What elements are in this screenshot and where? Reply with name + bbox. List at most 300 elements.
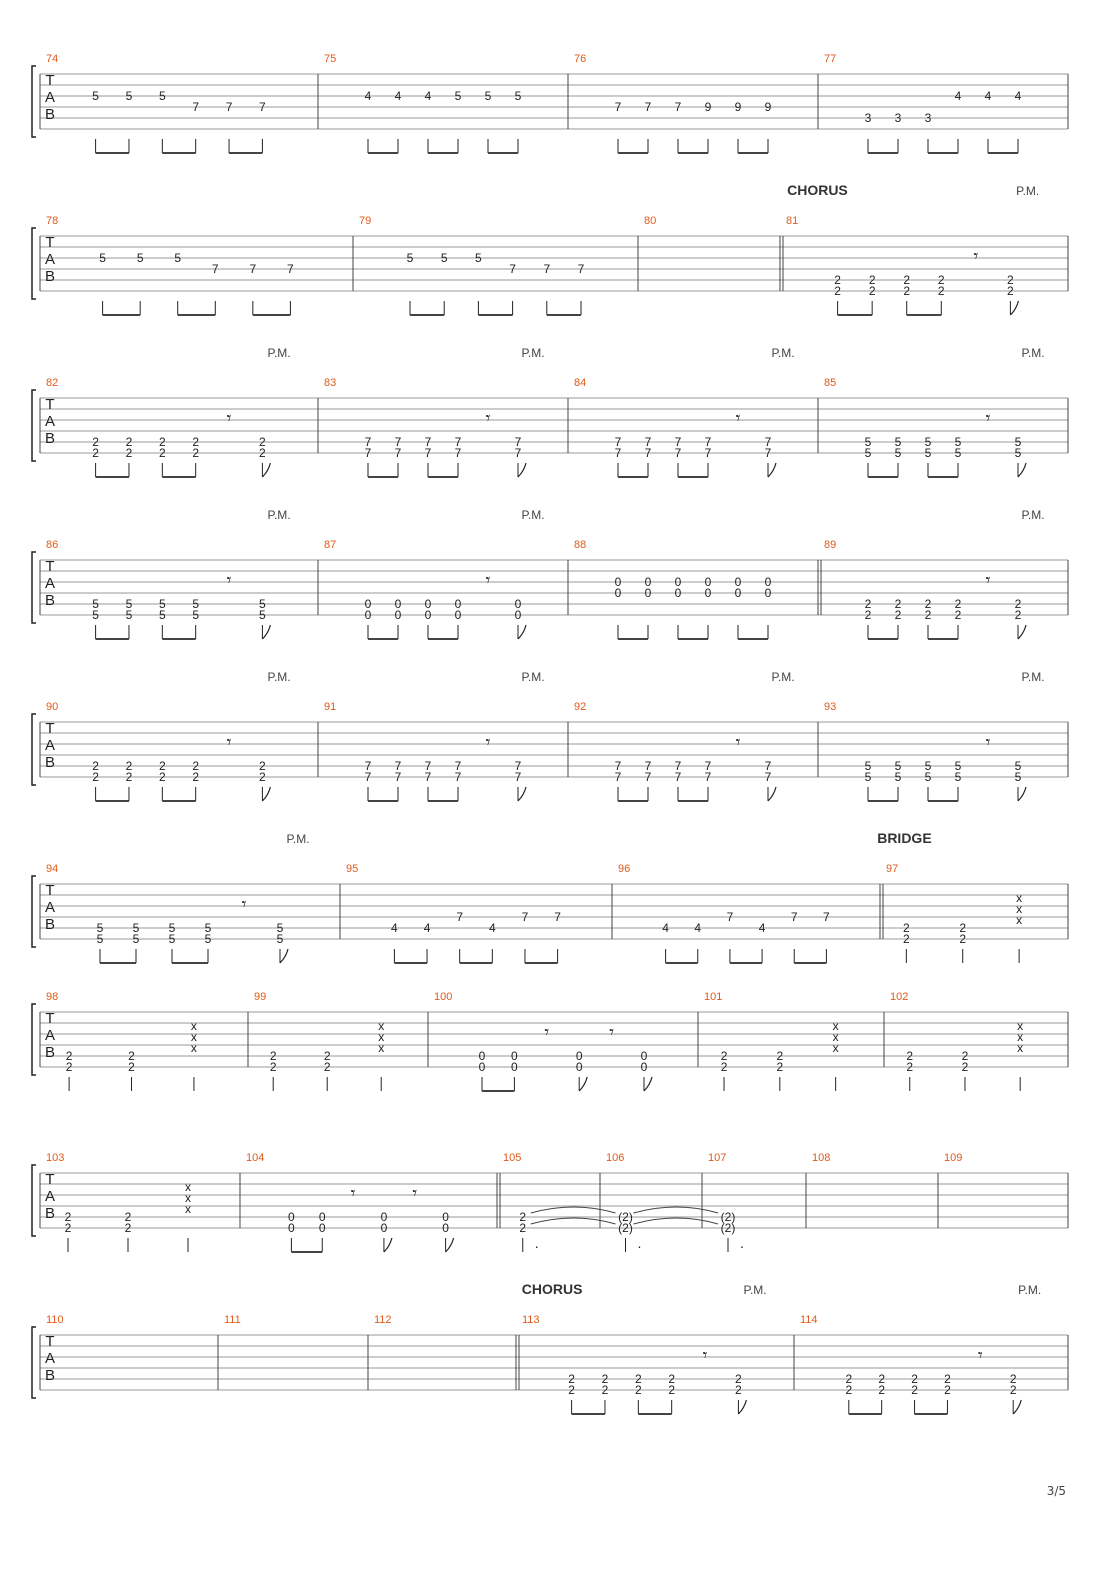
fret-number: (2) (720, 1221, 736, 1235)
fret-number: 0 (640, 1049, 648, 1063)
fret-number: 5 (125, 608, 133, 622)
fret-number: 7 (287, 262, 294, 276)
fret-number: 2 (735, 1372, 742, 1386)
fret-number: 5 (1014, 770, 1022, 784)
tab-clef-letter: T (45, 882, 55, 899)
tab-clef-letter: A (44, 1188, 56, 1205)
dead-note: x (832, 1030, 839, 1044)
eighth-rest: 𝄾 (241, 894, 247, 914)
fret-number: 2 (158, 770, 166, 784)
fret-number: 7 (614, 446, 622, 460)
fret-number: 5 (475, 251, 482, 265)
measure-number: 109 (944, 1152, 963, 1164)
tab-clef-letter: B (44, 106, 56, 123)
fret-number: 5 (954, 446, 962, 460)
system-bracket (32, 1327, 36, 1398)
fret-number: 5 (192, 597, 200, 611)
dead-note: x (378, 1030, 385, 1044)
fret-number: 2 (954, 608, 962, 622)
fret-number: 5 (864, 435, 872, 449)
fret-number: 7 (543, 262, 551, 276)
fret-number: 2 (64, 1210, 72, 1224)
fret-number: 5 (894, 770, 902, 784)
fret-number: 0 (380, 1210, 388, 1224)
fret-number: 7 (364, 446, 372, 460)
measure-number: 84 (574, 377, 587, 389)
eighth-rest: 𝄾 (973, 246, 979, 266)
fret-number: 7 (211, 262, 219, 276)
fret-number: 9 (704, 100, 712, 114)
fret-number: 7 (704, 435, 712, 449)
fret-number: 2 (944, 1383, 951, 1397)
tab-clef-letter: B (44, 1205, 56, 1222)
system-bracket (32, 66, 36, 137)
fret-number: 5 (92, 608, 99, 622)
flag (518, 787, 526, 801)
tab-clef-letter: A (44, 575, 56, 592)
measure-number: 97 (886, 863, 899, 875)
fret-number: 2 (845, 1383, 853, 1397)
fret-number: 2 (902, 932, 910, 946)
fret-number: 7 (521, 910, 529, 924)
flag (384, 1238, 392, 1252)
dead-note: x (185, 1202, 191, 1216)
fret-number: 7 (644, 435, 652, 449)
measure-number: 99 (254, 991, 267, 1003)
fret-number: 5 (864, 759, 872, 773)
fret-number: 2 (92, 446, 99, 460)
flag (262, 463, 270, 477)
measure-number: 101 (704, 991, 723, 1003)
measure-number: 82 (46, 377, 59, 389)
fret-number: 2 (911, 1372, 918, 1386)
measure-number: 76 (574, 53, 587, 65)
fret-number: 2 (961, 1049, 969, 1063)
fret-number: 2 (924, 597, 932, 611)
fret-number: 0 (364, 608, 372, 622)
palm-mute-label: P.M. (267, 670, 291, 684)
palm-mute-label: P.M. (743, 1283, 767, 1297)
fret-number: 0 (764, 575, 772, 589)
eighth-rest: 𝄾 (985, 732, 991, 752)
fret-number: 9 (734, 100, 742, 114)
fret-number: 2 (269, 1049, 277, 1063)
palm-mute-label: P.M. (267, 508, 291, 522)
fret-number: 2 (735, 1383, 742, 1397)
palm-mute-label: P.M. (771, 346, 795, 360)
tab-system (32, 714, 1068, 801)
fret-number: 2 (834, 284, 841, 298)
fret-number: 4 (423, 921, 431, 935)
fret-number: 5 (924, 435, 932, 449)
fret-number: 5 (454, 89, 462, 103)
fret-number: 5 (514, 89, 522, 103)
fret-number: 4 (364, 89, 372, 103)
measure-number: 114 (800, 1314, 818, 1326)
fret-number: 2 (906, 1060, 914, 1074)
fret-number: 2 (720, 1060, 728, 1074)
fret-number: 2 (601, 1383, 609, 1397)
fret-number: 0 (644, 575, 652, 589)
tie (531, 1207, 616, 1213)
flag (446, 1238, 454, 1252)
fret-number: 5 (125, 89, 133, 103)
fret-number: 0 (514, 608, 522, 622)
fret-number: 0 (511, 1060, 518, 1074)
fret-number: 2 (323, 1049, 331, 1063)
tie (531, 1218, 616, 1224)
fret-number: 2 (1014, 608, 1022, 622)
fret-number: 2 (868, 273, 876, 287)
fret-number: 5 (204, 921, 212, 935)
fret-number: 0 (478, 1060, 486, 1074)
dead-note: x (190, 1030, 197, 1044)
fret-number: 4 (694, 921, 702, 935)
eighth-rest: 𝄾 (485, 408, 491, 428)
fret-number: 5 (192, 608, 200, 622)
fret-number: 2 (776, 1060, 784, 1074)
measure-number: 102 (890, 991, 909, 1003)
measure-number: 78 (46, 215, 59, 227)
measure-number: 94 (46, 863, 59, 875)
fret-number: 5 (1014, 759, 1022, 773)
tab-clef-letter: T (45, 558, 55, 575)
fret-number: 2 (259, 770, 266, 784)
dot: . (534, 1235, 539, 1251)
fret-number: 0 (424, 608, 432, 622)
tab-system (32, 390, 1068, 477)
fret-number: 2 (864, 597, 872, 611)
palm-mute-label: P.M. (771, 670, 795, 684)
fret-number: (2) (618, 1210, 633, 1224)
system-bracket (32, 876, 36, 947)
dead-note: x (1017, 1041, 1024, 1055)
fret-number: 7 (454, 435, 462, 449)
fret-number: 2 (834, 273, 841, 287)
fret-number: 7 (424, 759, 432, 773)
fret-number: 7 (644, 446, 652, 460)
measure-number: 108 (812, 1152, 831, 1164)
fret-number: 5 (954, 770, 962, 784)
fret-number: 0 (704, 575, 712, 589)
fret-number: 2 (124, 1221, 132, 1235)
fret-number: 0 (442, 1221, 449, 1235)
fret-number: 3 (894, 111, 902, 125)
fret-number: (2) (720, 1210, 736, 1224)
tab-clef-letter: A (44, 413, 56, 430)
palm-mute-label: P.M. (267, 346, 291, 360)
fret-number: 7 (364, 435, 372, 449)
fret-number: 2 (954, 597, 962, 611)
fret-number: 7 (764, 435, 772, 449)
fret-number: 4 (984, 89, 992, 103)
fret-number: 4 (488, 921, 496, 935)
fret-number: 0 (734, 575, 742, 589)
fret-number: 0 (674, 575, 682, 589)
measure-number: 83 (324, 377, 337, 389)
palm-mute-label: P.M. (1016, 184, 1040, 198)
tab-clef-letter: A (44, 899, 56, 916)
measure-number: 103 (46, 1152, 65, 1164)
fret-number: 2 (92, 759, 99, 773)
flag (644, 1077, 652, 1091)
dead-note: x (378, 1041, 385, 1055)
flag (768, 787, 776, 801)
measure-number: 95 (346, 863, 359, 875)
dead-note: x (1016, 891, 1023, 905)
fret-number: 0 (514, 597, 522, 611)
tab-system (32, 66, 1068, 153)
fret-number: 7 (704, 759, 712, 773)
fret-number: 5 (954, 435, 962, 449)
fret-number: 7 (259, 100, 266, 114)
section-label: CHORUS (787, 182, 848, 198)
system-bracket (32, 1165, 36, 1236)
eighth-rest: 𝄾 (412, 1183, 418, 1203)
tab-clef-letter: T (45, 1333, 55, 1350)
palm-mute-label: P.M. (521, 670, 545, 684)
fret-number: 2 (911, 1383, 918, 1397)
fret-number: 0 (424, 597, 432, 611)
flag (262, 787, 270, 801)
tab-clef-letter: B (44, 754, 56, 771)
fret-number: 5 (99, 251, 106, 265)
fret-number: 0 (318, 1221, 326, 1235)
eighth-rest: 𝄾 (485, 732, 491, 752)
fret-number: 5 (894, 759, 902, 773)
section-label: BRIDGE (877, 830, 932, 846)
tie (634, 1207, 719, 1213)
page-number: 3/5 (1046, 1484, 1066, 1498)
tab-clef-letter: A (44, 737, 56, 754)
eighth-rest: 𝄾 (226, 570, 232, 590)
fret-number: 2 (124, 1210, 132, 1224)
fret-number: 0 (575, 1049, 583, 1063)
fret-number: 7 (674, 100, 682, 114)
fret-number: 2 (668, 1383, 676, 1397)
fret-number: 2 (568, 1372, 575, 1386)
tab-clef-letter: B (44, 268, 56, 285)
fret-number: 2 (864, 608, 872, 622)
fret-number: 5 (132, 921, 140, 935)
eighth-rest: 𝄾 (544, 1022, 550, 1042)
fret-number: 5 (158, 597, 166, 611)
eighth-rest: 𝄾 (350, 1183, 356, 1203)
fret-number: 2 (125, 770, 133, 784)
flag (768, 463, 776, 477)
fret-number: 7 (823, 910, 830, 924)
dot: . (637, 1235, 642, 1251)
fret-number: 7 (764, 759, 772, 773)
fret-number: 2 (902, 921, 910, 935)
measure-number: 105 (503, 1152, 522, 1164)
fret-number: 7 (514, 759, 522, 773)
fret-number: 2 (634, 1383, 642, 1397)
fret-number: 7 (764, 770, 772, 784)
measure-number: 96 (618, 863, 631, 875)
fret-number: 2 (519, 1210, 527, 1224)
fret-number: 2 (937, 284, 945, 298)
palm-mute-label: P.M. (1021, 346, 1045, 360)
measure-number: 110 (46, 1314, 64, 1326)
tab-clef-letter: A (44, 1350, 56, 1367)
section-label: CHORUS (521, 1281, 583, 1297)
flag (518, 625, 526, 639)
fret-number: 2 (634, 1372, 642, 1386)
eighth-rest: 𝄾 (702, 1345, 708, 1365)
measure-number: 112 (374, 1314, 392, 1326)
eighth-rest: 𝄾 (735, 408, 741, 428)
fret-number: 0 (442, 1210, 449, 1224)
measure-number: 100 (434, 991, 453, 1003)
fret-number: 2 (894, 597, 902, 611)
fret-number: 5 (96, 921, 104, 935)
eighth-rest: 𝄾 (226, 732, 232, 752)
fret-number: 7 (790, 910, 798, 924)
tab-clef-letter: A (44, 251, 56, 268)
fret-number: 2 (259, 435, 266, 449)
palm-mute-label: P.M. (286, 832, 310, 846)
fret-number: 2 (894, 608, 902, 622)
fret-number: 2 (944, 1372, 951, 1386)
fret-number: 0 (575, 1060, 583, 1074)
fret-number: 2 (192, 759, 200, 773)
fret-number: 5 (1014, 435, 1022, 449)
tab-clef-letter: A (44, 89, 56, 106)
fret-number: 7 (394, 759, 402, 773)
fret-number: 5 (204, 932, 212, 946)
fret-number: 5 (92, 597, 99, 611)
fret-number: 2 (1009, 1372, 1017, 1386)
fret-number: 2 (92, 770, 99, 784)
fret-number: 2 (668, 1372, 676, 1386)
tab-clef-letter: B (44, 916, 56, 933)
measure-number: 107 (708, 1152, 727, 1164)
eighth-rest: 𝄾 (985, 408, 991, 428)
fret-number: 5 (168, 921, 176, 935)
fret-number: 2 (878, 1383, 886, 1397)
measure-number: 77 (824, 53, 837, 65)
tab-clef-letter: T (45, 1171, 55, 1188)
tab-clef-letter: B (44, 1367, 56, 1384)
fret-number: 0 (318, 1210, 326, 1224)
dead-note: x (1017, 1019, 1024, 1033)
fret-number: 3 (924, 111, 932, 125)
fret-number: 2 (128, 1060, 135, 1074)
system-bracket (32, 228, 36, 299)
fret-number: 5 (406, 251, 414, 265)
fret-number: 5 (484, 89, 492, 103)
fret-number: 5 (168, 932, 176, 946)
eighth-rest: 𝄾 (485, 570, 491, 590)
tab-clef-letter: B (44, 592, 56, 609)
fret-number: 2 (259, 446, 266, 460)
fret-number: 2 (601, 1372, 609, 1386)
tab-clef-letter: B (44, 1044, 56, 1061)
fret-number: 5 (259, 608, 266, 622)
fret-number: 7 (614, 100, 622, 114)
tab-clef-letter: T (45, 396, 55, 413)
fret-number: 2 (192, 446, 200, 460)
fret-number: 7 (192, 100, 200, 114)
fret-number: 5 (440, 251, 448, 265)
tab-clef-letter: T (45, 72, 55, 89)
fret-number: 5 (1014, 446, 1022, 460)
system-bracket (32, 552, 36, 623)
dot: . (740, 1235, 744, 1251)
fret-number: 0 (364, 597, 372, 611)
fret-number: 7 (424, 770, 432, 784)
measure-number: 80 (644, 215, 657, 227)
measure-number: 81 (786, 215, 799, 227)
fret-number: 5 (174, 251, 182, 265)
fret-number: (2) (618, 1221, 633, 1235)
palm-mute-label: P.M. (521, 508, 545, 522)
fret-number: 7 (454, 446, 462, 460)
fret-number: 5 (158, 89, 166, 103)
fret-number: 7 (514, 446, 522, 460)
dead-note: x (832, 1041, 839, 1055)
tab-clef-letter: T (45, 234, 55, 251)
eighth-rest: 𝄾 (735, 732, 741, 752)
flag (1013, 1400, 1021, 1414)
fret-number: 7 (364, 770, 372, 784)
fret-number: 7 (704, 770, 712, 784)
fret-number: 0 (674, 586, 682, 600)
fret-number: 7 (394, 435, 402, 449)
fret-number: 2 (568, 1383, 575, 1397)
fret-number: 7 (644, 770, 652, 784)
measure-number: 104 (246, 1152, 265, 1164)
fret-number: 5 (132, 932, 140, 946)
fret-number: 2 (65, 1060, 73, 1074)
tab-clef-letter: T (45, 1010, 55, 1027)
fret-number: 0 (478, 1049, 486, 1063)
fret-number: 7 (249, 262, 257, 276)
measure-number: 111 (224, 1314, 241, 1326)
fret-number: 2 (323, 1060, 331, 1074)
fret-number: 7 (424, 435, 432, 449)
fret-number: 7 (554, 910, 561, 924)
fret-number: 2 (158, 435, 166, 449)
fret-number: 0 (644, 586, 652, 600)
measure-number: 91 (324, 701, 337, 713)
tie (634, 1218, 719, 1224)
fret-number: 2 (192, 770, 200, 784)
tab-system (32, 1327, 1068, 1414)
measure-number: 74 (46, 53, 59, 65)
eighth-rest: 𝄾 (609, 1022, 614, 1042)
flag (1018, 463, 1026, 477)
fret-number: 4 (954, 89, 962, 103)
fret-number: 5 (894, 446, 902, 460)
fret-number: 0 (614, 586, 622, 600)
eighth-rest: 𝄾 (985, 570, 991, 590)
fret-number: 7 (764, 446, 772, 460)
fret-number: 0 (288, 1210, 295, 1224)
eighth-rest: 𝄾 (226, 408, 232, 428)
fret-number: 2 (125, 446, 133, 460)
fret-number: 5 (864, 770, 872, 784)
fret-number: 4 (394, 89, 402, 103)
fret-number: 4 (424, 89, 432, 103)
fret-number: 2 (924, 608, 932, 622)
fret-number: 7 (394, 770, 402, 784)
fret-number: 0 (640, 1060, 648, 1074)
measure-number: 90 (46, 701, 59, 713)
fret-number: 2 (1009, 1383, 1017, 1397)
system-bracket (32, 714, 36, 785)
